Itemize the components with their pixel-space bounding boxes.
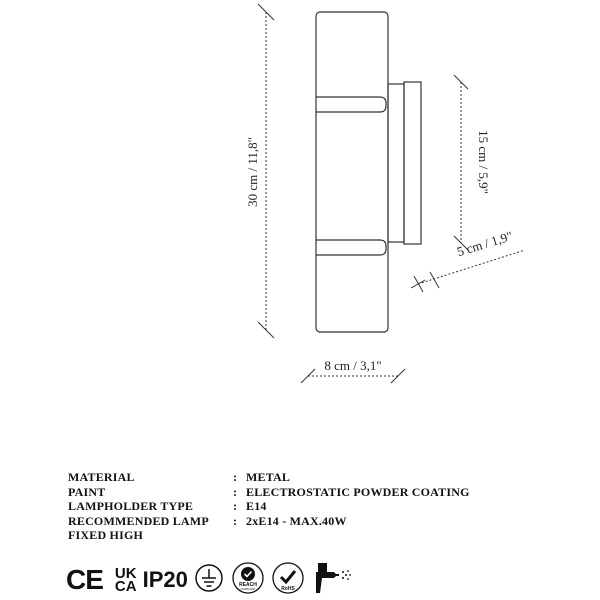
spec-table — [68, 470, 470, 543]
certification-row — [66, 563, 360, 597]
spec-value: ELECTROSTATIC POWDER COATING — [246, 484, 470, 499]
height-dimension-label: 30 cm / 11,8" — [245, 137, 260, 207]
ip-rating: IP20 — [142, 567, 188, 592]
spec-label: MATERIAL — [68, 470, 135, 484]
reach-badge-icon — [232, 562, 264, 599]
bracket-dimension-label: 15 cm / 5,9" — [476, 130, 491, 194]
ukca-mark — [115, 567, 137, 593]
ce-mark: CE — [66, 564, 103, 595]
ground-icon — [194, 563, 224, 598]
spec-row — [68, 499, 470, 514]
wall-bracket — [388, 82, 421, 244]
spec-value: METAL — [246, 470, 291, 484]
lamp-body — [316, 12, 388, 332]
spec-row — [68, 470, 470, 485]
spray-gun-icon — [312, 561, 352, 600]
ukca-top: UK — [114, 565, 137, 582]
spec-label: RECOMMENDED LAMP — [68, 513, 209, 528]
spec-label: LAMPHOLDER TYPE — [68, 499, 194, 513]
svg-text:COMPLIANT: COMPLIANT — [240, 587, 256, 591]
spec-row — [68, 528, 470, 543]
spec-colon: : — [233, 499, 238, 513]
spec-label: PAINT — [68, 484, 106, 499]
spec-colon: : — [233, 470, 238, 484]
svg-text:RoHS: RoHS — [281, 585, 295, 592]
spec-value: 2xE14 - MAX.40W — [246, 513, 347, 528]
spec-value: E14 — [246, 499, 267, 513]
bracket-dimension-line — [454, 75, 468, 250]
spec-row — [68, 514, 470, 529]
height-dimension-line — [258, 4, 274, 338]
spec-colon: : — [233, 484, 238, 499]
spec-label: FIXED HIGH — [68, 528, 144, 542]
width-dimension-label: 8 cm / 3,1" — [324, 358, 382, 373]
rohs-badge-icon — [272, 562, 304, 599]
spec-colon: : — [233, 513, 238, 528]
depth-dimension-label: 5 cm / 1,9" — [455, 228, 515, 260]
spec-row — [68, 485, 470, 500]
ukca-bottom: CA — [114, 578, 137, 595]
svg-text:REACH: REACH — [238, 581, 257, 588]
